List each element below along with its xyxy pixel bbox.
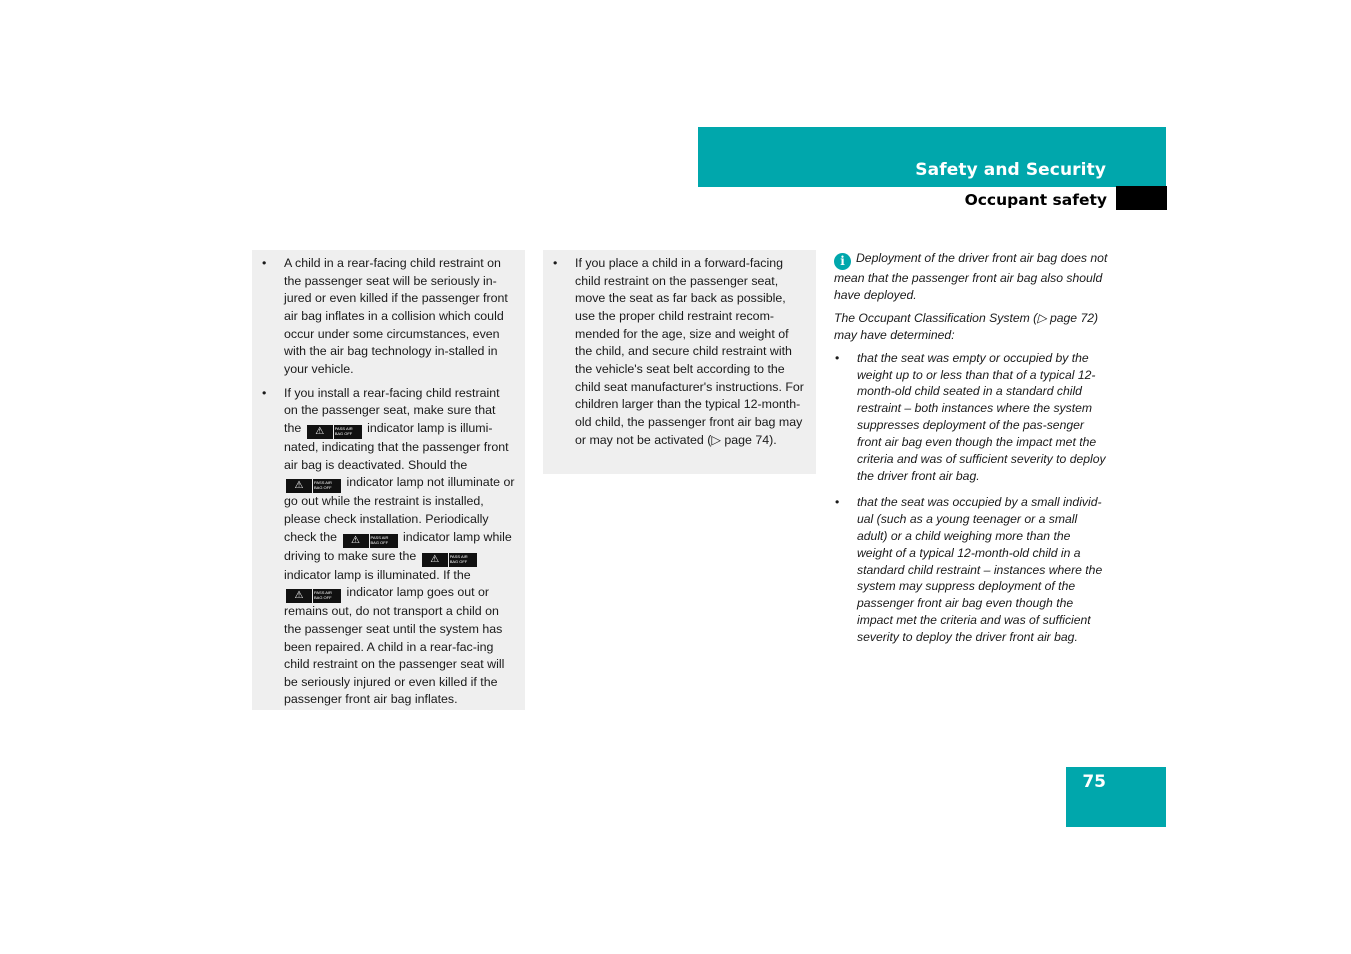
child-seat-icon: ⚠	[286, 479, 312, 493]
warning-text: indicator lamp is illuminated. If the	[284, 567, 471, 582]
warning-box-left	[252, 250, 525, 710]
lamp-label: PASS AIR BAG OFF	[449, 553, 477, 567]
pass-air-bag-off-indicator-icon	[422, 553, 477, 567]
child-seat-icon: ⚠	[286, 589, 312, 603]
lamp-label: PASS AIR BAG OFF	[370, 534, 398, 548]
child-seat-icon: ⚠	[422, 553, 448, 567]
lamp-label: PASS AIR BAG OFF	[334, 425, 362, 439]
child-seat-icon: ⚠	[343, 534, 369, 548]
list-item	[543, 255, 816, 449]
info-text: Deployment of the driver front air bag does not mean that the passenger front air bag also should have deployed.	[834, 251, 1108, 302]
bullet: •	[835, 494, 840, 509]
lamp-label: PASS AIR BAG OFF	[313, 479, 341, 493]
bullet: •	[262, 256, 267, 270]
warning-text: indicator lamp is illumi-nated, indicating that the passenger front air bag is deactivated. Should the	[284, 420, 509, 472]
info-text: that the seat was occupied by a small individ-ual (such as a young teenager or a small adult) or a child weighing more than the weight of a typical 12-month-old child in a standard child restraint – instances where the system may suppress deployment of the passenger front air bag even though the impact met the criteria and was of sufficient severity to deploy the driver front air bag.	[857, 494, 1103, 645]
info-paragraph: The Occupant Classification System (▷ page 72) may have determined:	[834, 310, 1099, 342]
sub-title: Occupant safety	[964, 191, 1107, 209]
info-icon: i	[834, 253, 851, 270]
info-column	[834, 250, 1109, 646]
lamp-label: PASS AIR BAG OFF	[313, 589, 341, 603]
info-paragraph	[834, 250, 1109, 304]
page-number: 75	[1082, 772, 1106, 792]
pass-air-bag-off-indicator-icon	[286, 479, 341, 493]
info-text: that the seat was empty or occupied by the weight up to or less than that of a typical 12-month-old child seated in a standard child restraint – both instances where the system suppresses deployment of the pas-senger front air bag even though the impact met the criteria and was of sufficient severity to deploy the driver front air bag.	[857, 350, 1106, 483]
warning-text: If you install a rear-facing child restraint on the passenger seat, make sure that the	[284, 385, 500, 435]
warning-text: indicator lamp not illuminate or go out while the restraint is installed, please check installation. Periodically check the	[284, 475, 515, 544]
list-item	[834, 350, 1109, 485]
section-title: Safety and Security	[915, 160, 1106, 180]
warning-text: indicator lamp while driving to make sure the	[284, 529, 512, 563]
bullet: •	[262, 385, 267, 400]
bullet: •	[835, 350, 840, 365]
list-item	[252, 255, 525, 379]
bullet: •	[553, 256, 558, 270]
pass-air-bag-off-indicator-icon	[307, 425, 362, 439]
pass-air-bag-off-indicator-icon	[286, 589, 341, 603]
warning-text: indicator lamp goes out or remains out, do not transport a child on the passenger seat until the system has been repaired. A child in a rear-fac-ing child restraint on the passenger seat will be seriously injured or even killed if the passenger front air bag inflates.	[284, 585, 505, 707]
list-item	[252, 385, 525, 710]
list-item	[834, 494, 1109, 646]
page-number-box	[1066, 767, 1166, 827]
warning-text: A child in a rear-facing child restraint on the passenger seat will be seriously in-jured or even killed if the passenger front air bag inflates in a collision which could occur under some circumstances, even with the air bag technology in-stalled in your vehicle.	[284, 256, 508, 376]
warning-text: If you place a child in a forward-facing child restraint on the passenger seat, move the seat as far back as possible, use the proper child restraint recom-mended for the age, size and weight of the child, and secure child restraint with the vehicle's seat belt according to the child seat manufacturer's instructions. For children larger than the typical 12-month-old child, the passenger front air bag may or may not be activated (▷ page 74).	[575, 256, 804, 447]
child-seat-icon: ⚠	[307, 425, 333, 439]
header-band	[698, 127, 1166, 187]
warning-box-middle	[543, 250, 816, 474]
pass-air-bag-off-indicator-icon	[343, 534, 398, 548]
section-tab-marker	[1116, 186, 1167, 210]
